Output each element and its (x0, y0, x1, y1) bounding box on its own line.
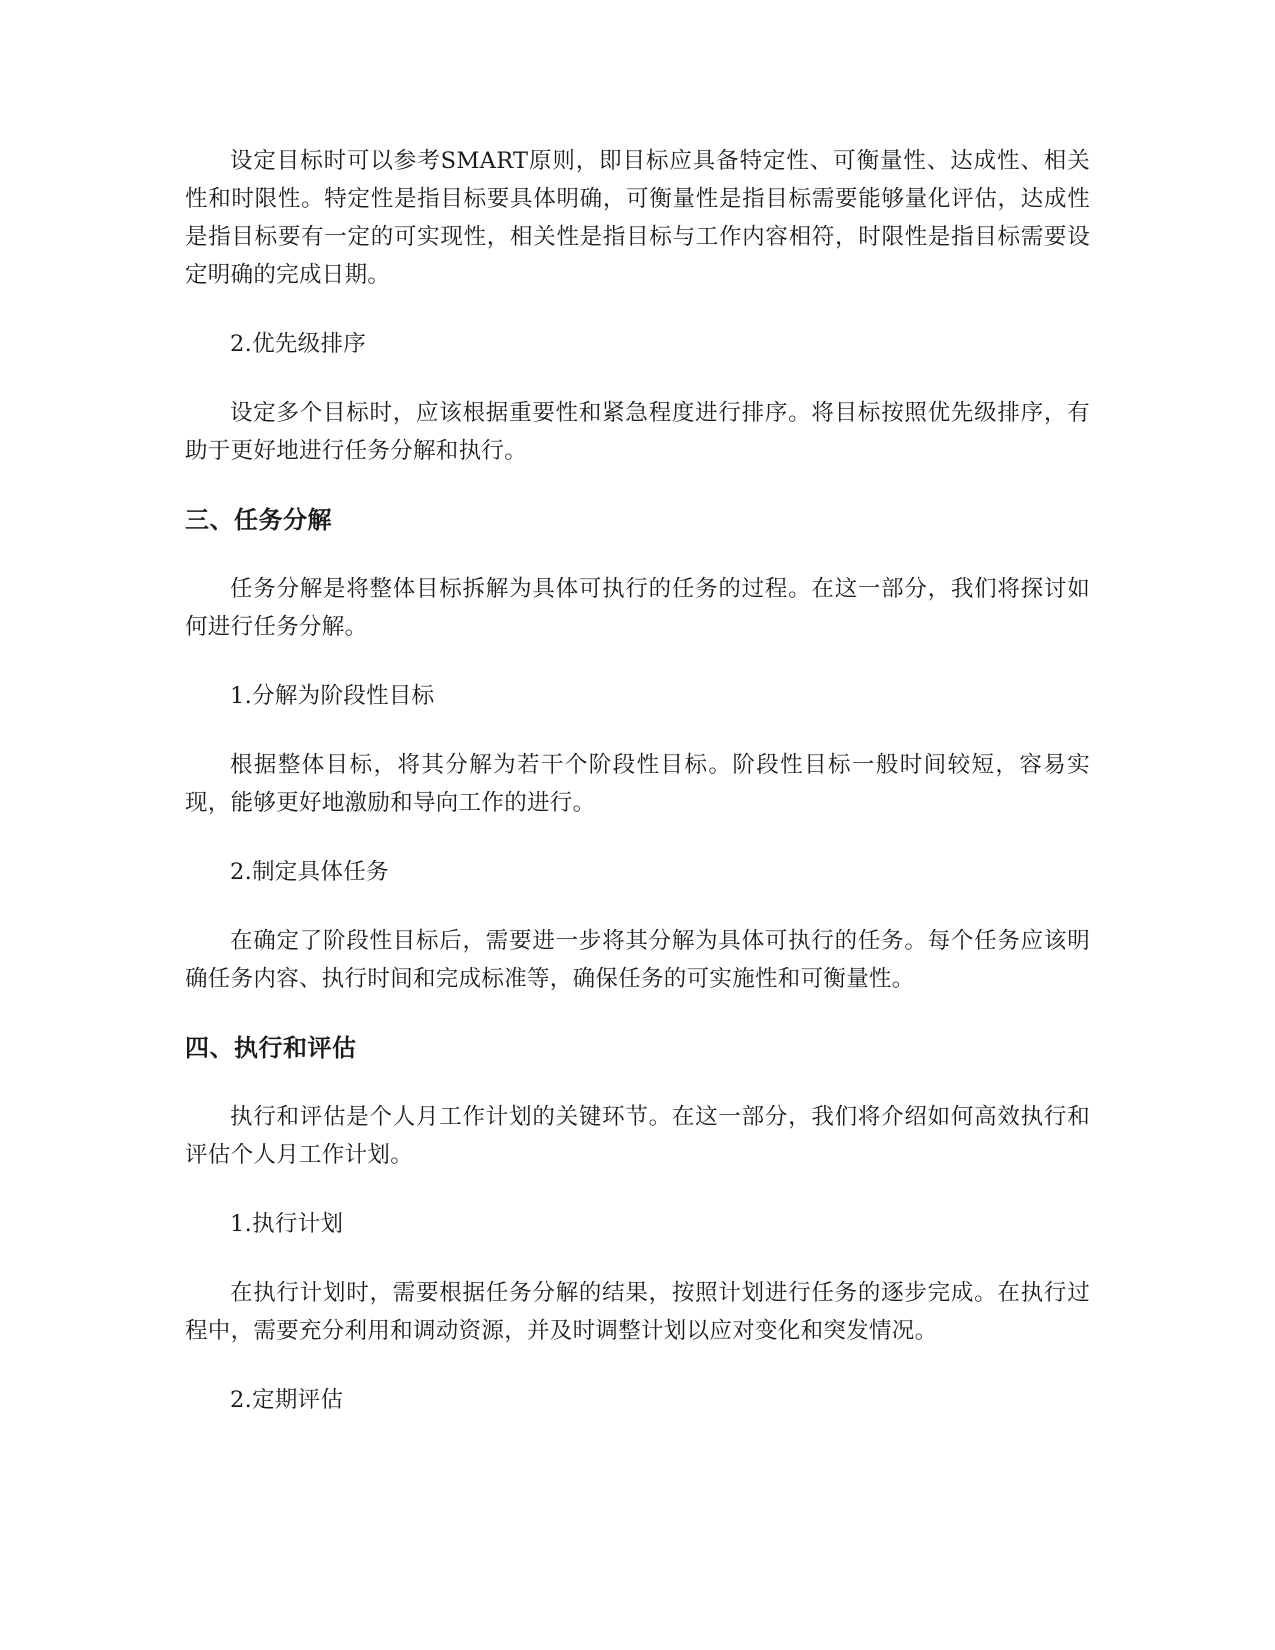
section-heading-task-breakdown: 三、任务分解 (185, 506, 332, 534)
subheading-priority-ranking: 2.优先级排序 (230, 331, 367, 357)
paragraph-specific-tasks: 在确定了阶段性目标后，需要进一步将其分解为具体可执行的任务。每个任务应该明确任务内容、执行时间和完成标准等，确保任务的可实施性和可衡量性。 (185, 928, 1090, 992)
subheading-stage-goals: 1.分解为阶段性目标 (230, 683, 435, 709)
subheading-regular-evaluation: 2.定期评估 (230, 1387, 344, 1413)
paragraph-priority-ranking: 设定多个目标时，应该根据重要性和紧急程度进行排序。将目标按照优先级排序，有助于更好地进行任务分解和执行。 (185, 400, 1090, 464)
subheading-execute-plan: 1.执行计划 (230, 1211, 344, 1237)
paragraph-execution-intro: 执行和评估是个人月工作计划的关键环节。在这一部分，我们将介绍如何高效执行和评估个人月工作计划。 (185, 1104, 1090, 1168)
paragraph-smart-principle: 设定目标时可以参考SMART原则，即目标应具备特定性、可衡量性、达成性、相关性和时限性。特定性是指目标要具体明确，可衡量性是指目标需要能够量化评估，达成性是指目标要有一定的可实现性，相关性是指目标与工作内容相符，时限性是指目标需要设定明确的完成日期。 (185, 148, 1090, 288)
document-body (185, 142, 1090, 1450)
subheading-specific-tasks: 2.制定具体任务 (230, 859, 389, 885)
paragraph-execute-plan: 在执行计划时，需要根据任务分解的结果，按照计划进行任务的逐步完成。在执行过程中，需要充分利用和调动资源，并及时调整计划以应对变化和突发情况。 (185, 1280, 1090, 1344)
section-heading-execution-evaluation: 四、执行和评估 (185, 1034, 357, 1062)
paragraph-stage-goals: 根据整体目标，将其分解为若干个阶段性目标。阶段性目标一般时间较短，容易实现，能够更好地激励和导向工作的进行。 (185, 752, 1090, 816)
paragraph-task-breakdown-intro: 任务分解是将整体目标拆解为具体可执行的任务的过程。在这一部分，我们将探讨如何进行任务分解。 (185, 576, 1090, 640)
